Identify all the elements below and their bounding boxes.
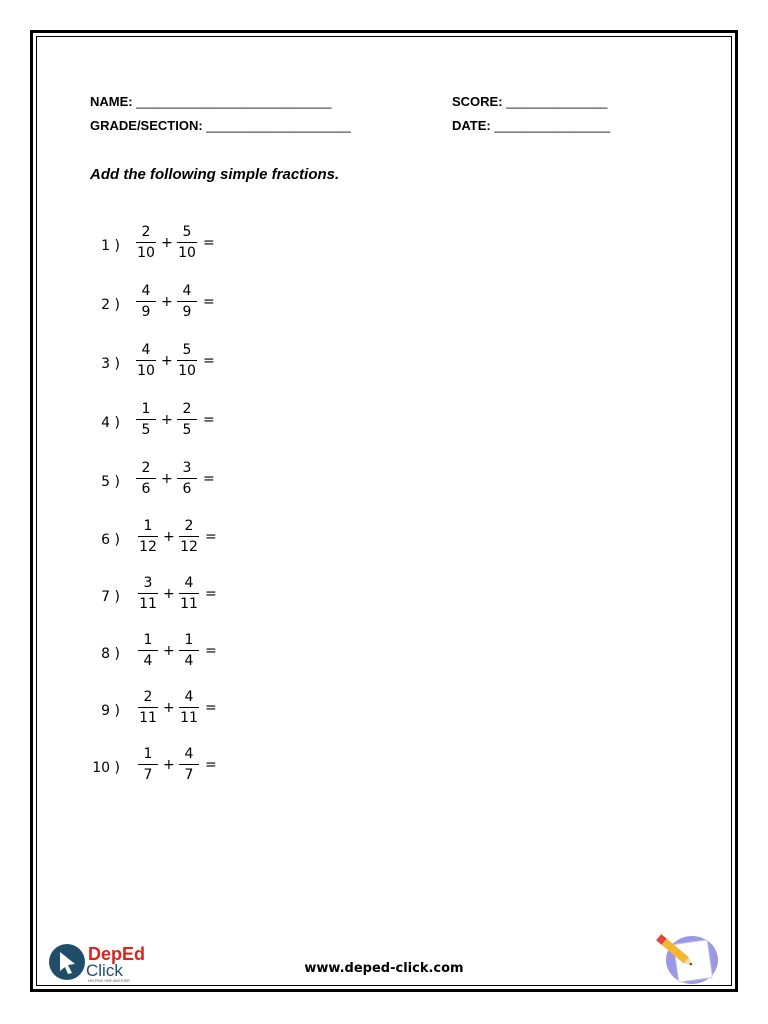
fraction-numerator: 5 (182, 342, 192, 358)
fraction-denominator: 4 (184, 653, 194, 669)
fraction-denominator: 10 (178, 245, 196, 261)
fraction-numerator: 1 (143, 632, 153, 648)
fraction-denominator: 9 (141, 304, 151, 320)
fraction-denominator: 5 (141, 422, 151, 438)
date-label: DATE: (452, 118, 491, 133)
fraction (134, 458, 158, 499)
equals-sign: = (205, 643, 217, 659)
fraction (175, 399, 199, 440)
fraction (177, 744, 201, 785)
problem-number: 8 ) (101, 646, 120, 662)
fraction (177, 630, 201, 671)
problem-number: 3 ) (101, 356, 120, 372)
score-label: SCORE: (452, 94, 503, 109)
plus-sign: + (161, 294, 173, 310)
fraction-numerator: 5 (182, 224, 192, 240)
fraction-numerator: 1 (141, 401, 151, 417)
logo-text-click: Click (86, 961, 123, 980)
plus-sign: + (161, 235, 173, 251)
fraction-numerator: 4 (184, 746, 194, 762)
fraction-numerator: 4 (184, 575, 194, 591)
fraction-denominator: 6 (141, 481, 151, 497)
plus-sign: + (161, 471, 173, 487)
problem-number: 5 ) (101, 474, 120, 490)
fraction (136, 687, 160, 728)
plus-sign: + (161, 412, 173, 428)
plus-sign: + (163, 643, 175, 659)
plus-sign: + (161, 353, 173, 369)
name-field (90, 94, 331, 110)
fraction (175, 458, 199, 499)
problem-number: 2 ) (101, 297, 120, 313)
fraction (134, 399, 158, 440)
fraction-denominator: 11 (180, 710, 198, 726)
fraction (134, 340, 158, 381)
fraction-numerator: 4 (184, 689, 194, 705)
website-url: www.deped-click.com (304, 961, 464, 976)
fraction-denominator: 10 (137, 245, 155, 261)
fraction-denominator: 6 (182, 481, 192, 497)
fraction-denominator: 4 (143, 653, 153, 669)
fraction (175, 340, 199, 381)
problem-number: 4 ) (101, 415, 120, 431)
equals-sign: = (203, 353, 215, 369)
instruction-text: Add the following simple fractions. (90, 166, 340, 183)
fraction-numerator: 3 (143, 575, 153, 591)
grade-section-field (90, 118, 351, 134)
fraction (136, 573, 160, 614)
fraction-numerator: 4 (182, 283, 192, 299)
logo-text-deped: DepEd (88, 944, 146, 964)
fraction-numerator: 1 (143, 746, 153, 762)
plus-sign: + (163, 529, 175, 545)
fraction-denominator: 12 (139, 539, 157, 555)
fraction-denominator: 10 (178, 363, 196, 379)
equals-sign: = (205, 586, 217, 602)
fraction-denominator: 7 (143, 767, 153, 783)
fraction-denominator: 5 (182, 422, 192, 438)
name-blank: ___________________________ (136, 94, 332, 109)
fraction (136, 630, 160, 671)
score-blank: ______________ (506, 94, 608, 109)
fraction-denominator: 9 (182, 304, 192, 320)
fraction (136, 744, 160, 785)
grade-section-blank: ____________________ (206, 118, 351, 133)
plus-sign: + (163, 700, 175, 716)
fraction-denominator: 7 (184, 767, 194, 783)
fraction (177, 516, 201, 557)
fraction-numerator: 1 (184, 632, 194, 648)
fraction-denominator: 11 (139, 710, 157, 726)
fraction-numerator: 1 (143, 518, 153, 534)
fraction-numerator: 3 (182, 460, 192, 476)
problem-number: 9 ) (101, 703, 120, 719)
fraction (177, 687, 201, 728)
plus-sign: + (163, 586, 175, 602)
fraction (134, 281, 158, 322)
fraction-numerator: 4 (141, 283, 151, 299)
score-field (452, 94, 607, 110)
pencil-icon (654, 930, 722, 986)
fraction (136, 516, 160, 557)
fraction-numerator: 2 (141, 460, 151, 476)
date-field (452, 118, 610, 134)
fraction (175, 281, 199, 322)
problem-number: 1 ) (101, 238, 120, 254)
fraction (177, 573, 201, 614)
fraction (175, 222, 199, 263)
fraction-numerator: 2 (184, 518, 194, 534)
equals-sign: = (205, 529, 217, 545)
equals-sign: = (203, 294, 215, 310)
date-blank: ________________ (494, 118, 611, 133)
problem-number: 6 ) (101, 532, 120, 548)
problem-number: 10 ) (92, 760, 120, 776)
fraction-numerator: 4 (141, 342, 151, 358)
problem-number: 7 ) (101, 589, 120, 605)
fraction-numerator: 2 (141, 224, 151, 240)
fraction-numerator: 2 (143, 689, 153, 705)
fraction-numerator: 2 (182, 401, 192, 417)
fraction-denominator: 11 (180, 596, 198, 612)
fraction-denominator: 10 (137, 363, 155, 379)
name-label: NAME: (90, 94, 133, 109)
equals-sign: = (205, 757, 217, 773)
fraction (134, 222, 158, 263)
grade-section-label: GRADE/SECTION: (90, 118, 203, 133)
logo-tagline: HELPING ONE ANOTHER (88, 979, 130, 983)
fraction-denominator: 12 (180, 539, 198, 555)
equals-sign: = (203, 412, 215, 428)
equals-sign: = (205, 700, 217, 716)
equals-sign: = (203, 235, 215, 251)
fraction-denominator: 11 (139, 596, 157, 612)
equals-sign: = (203, 471, 215, 487)
plus-sign: + (163, 757, 175, 773)
